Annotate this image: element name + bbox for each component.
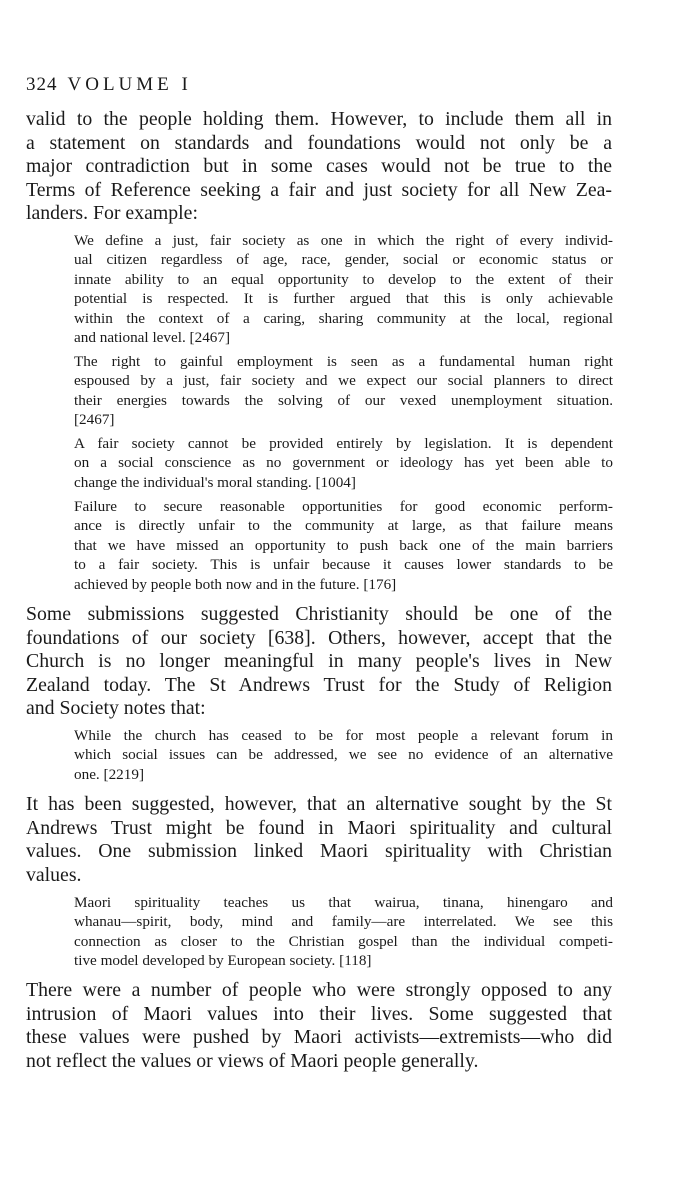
body-line: There were a number of people who were strongly opposed to any bbox=[26, 979, 612, 1001]
quote-line: whanau—spirit, body, mind and family—are interrelated. We see this bbox=[74, 913, 613, 930]
body-line: landers. For example: bbox=[26, 202, 198, 224]
quote-line: to a fair society. This is unfair because it causes lower standards to be bbox=[74, 556, 613, 573]
body-line: Church is no longer meaningful in many people's lives in New bbox=[26, 650, 612, 672]
body-line: foundations of our society [638]. Others, however, accept that the bbox=[26, 627, 612, 649]
body-line: Some submissions suggested Christianity should be one of the bbox=[26, 603, 612, 625]
quote-line: within the context of a caring, sharing community at the local, regional bbox=[74, 310, 613, 327]
quote-line: ual citizen regardless of age, race, gender, social or economic status or bbox=[74, 251, 613, 268]
quote-line: We define a just, fair society as one in which the right of every individ- bbox=[74, 232, 613, 249]
quote-line: their energies towards the solving of our vexed unemployment situation. bbox=[74, 392, 613, 409]
body-line: It has been suggested, however, that an alternative sought by the St bbox=[26, 793, 612, 815]
quote-line: and national level. [2467] bbox=[74, 329, 231, 346]
quote-line: ance is directly unfair to the community at large, as that failure means bbox=[74, 517, 613, 534]
quote-line: connection as closer to the Christian gospel than the individual competi- bbox=[74, 933, 613, 950]
body-line: major contradiction but in some cases would not be true to the bbox=[26, 155, 612, 177]
body-line: not reflect the values or views of Maori people generally. bbox=[26, 1050, 479, 1072]
quote-line: that we have missed an opportunity to push back one of the main barriers bbox=[74, 537, 613, 554]
quote-line: tive model developed by European society. [118] bbox=[74, 952, 372, 969]
quote-line: innate ability to an equal opportunity to develop to the extent of their bbox=[74, 271, 613, 288]
volume-label: VOLUME I bbox=[67, 74, 192, 95]
quote-line: [2467] bbox=[74, 411, 115, 428]
body-line: values. One submission linked Maori spirituality with Christian bbox=[26, 840, 612, 862]
quote-line: The right to gainful employment is seen as a fundamental human right bbox=[74, 353, 613, 370]
quote-line: change the individual's moral standing. [1004] bbox=[74, 474, 356, 491]
body-line: Zealand today. The St Andrews Trust for the Study of Religion bbox=[26, 674, 612, 696]
quote-line: which social issues can be addressed, we see no evidence of an alternative bbox=[74, 746, 613, 763]
quote-line: A fair society cannot be provided entirely by legislation. It is dependent bbox=[74, 435, 613, 452]
quote-line: potential is respected. It is further argued that this is only achievable bbox=[74, 290, 613, 307]
body-line: intrusion of Maori values into their lives. Some suggested that bbox=[26, 1003, 612, 1025]
body-line: and Society notes that: bbox=[26, 697, 206, 719]
running-head bbox=[26, 74, 192, 96]
body-line: valid to the people holding them. However, to include them all in bbox=[26, 108, 612, 130]
body-line: a statement on standards and foundations would not only be a bbox=[26, 132, 612, 154]
quote-line: one. [2219] bbox=[74, 766, 145, 783]
quote-line: espoused by a just, fair society and we expect our social planners to direct bbox=[74, 372, 613, 389]
page-number: 324 bbox=[26, 74, 58, 95]
quote-line: Maori spirituality teaches us that wairua, tinana, hinengaro and bbox=[74, 894, 613, 911]
body-line: these values were pushed by Maori activists—extremists—who did bbox=[26, 1026, 612, 1048]
body-line: values. bbox=[26, 864, 82, 886]
body-line: Andrews Trust might be found in Maori spirituality and cultural bbox=[26, 817, 612, 839]
body-line: Terms of Reference seeking a fair and just society for all New Zea- bbox=[26, 179, 612, 201]
quote-line: While the church has ceased to be for most people a relevant forum in bbox=[74, 727, 613, 744]
quote-line: on a social conscience as no government or ideology has yet been able to bbox=[74, 454, 613, 471]
quote-line: Failure to secure reasonable opportunities for good economic perform- bbox=[74, 498, 613, 515]
quote-line: achieved by people both now and in the future. [176] bbox=[74, 576, 397, 593]
